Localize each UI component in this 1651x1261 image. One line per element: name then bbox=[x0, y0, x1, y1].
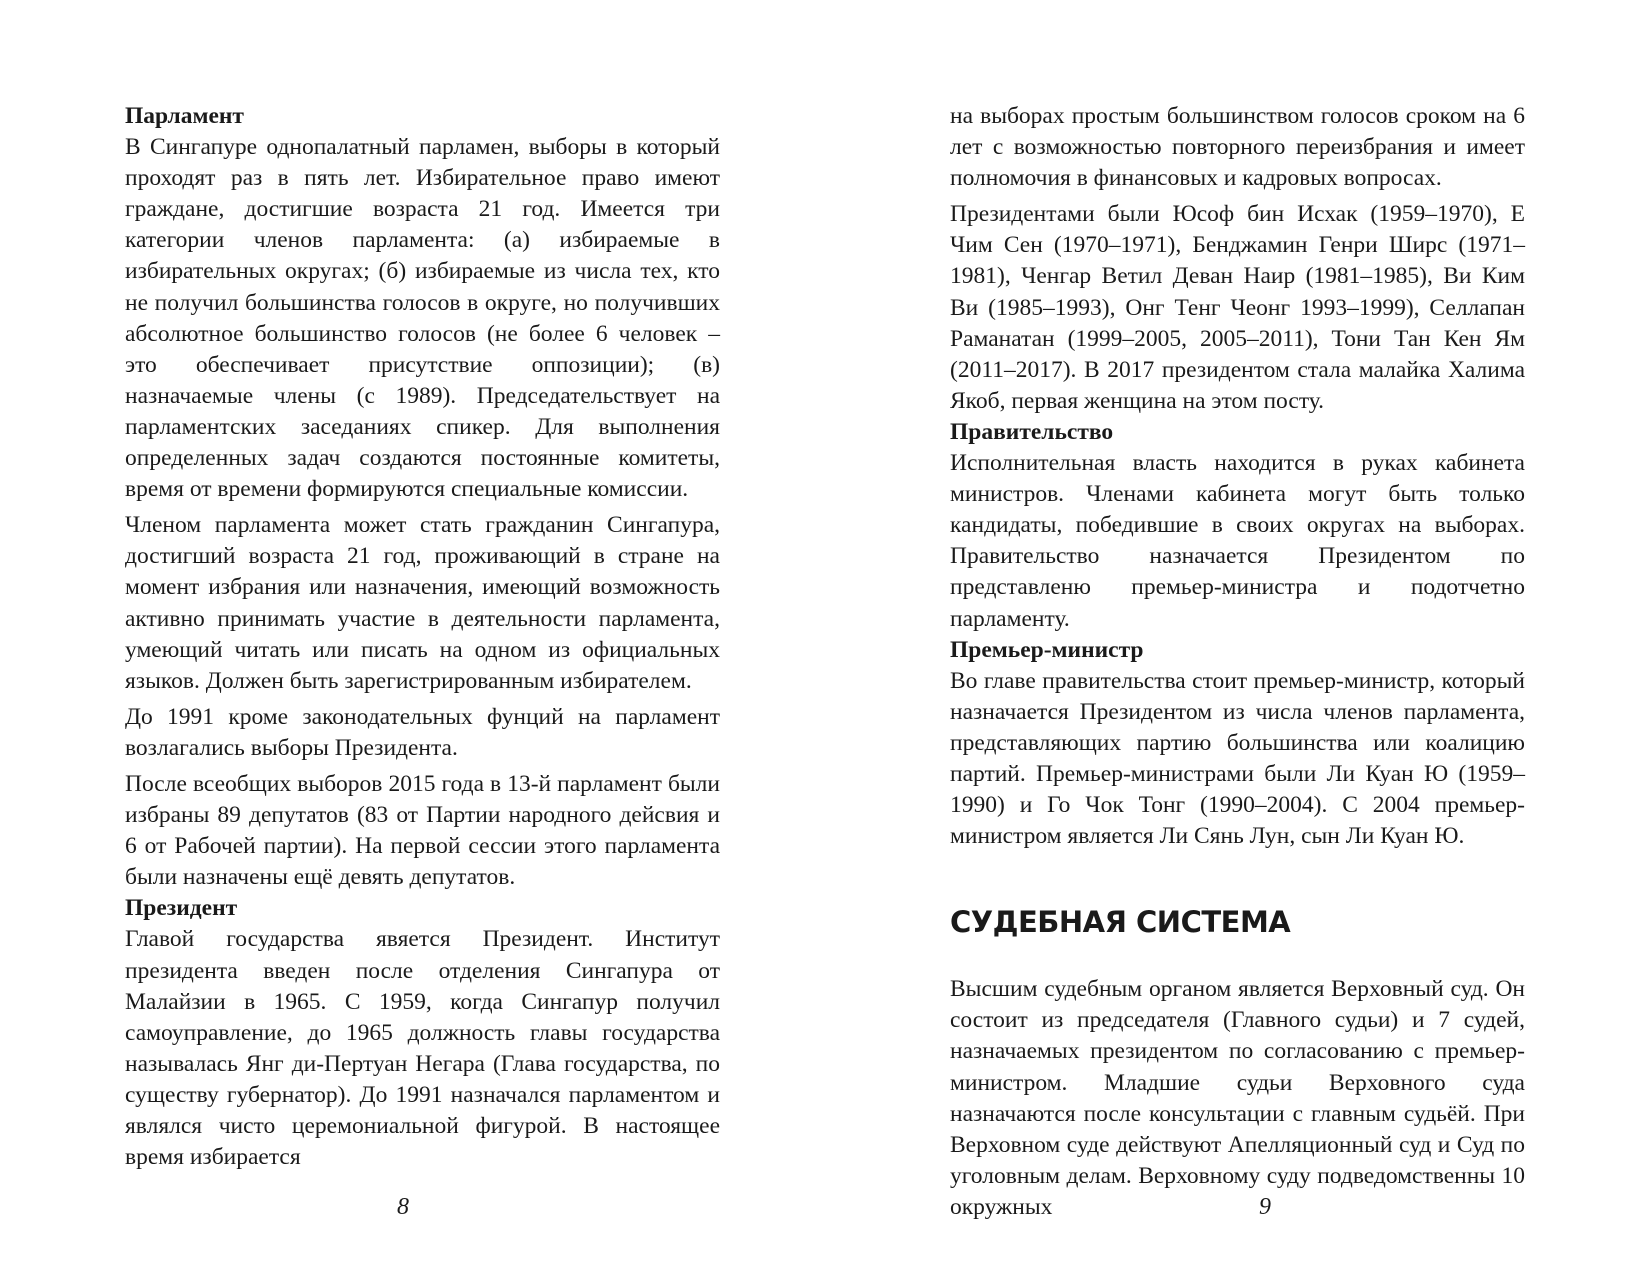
page-number-right: 9 bbox=[1259, 1194, 1271, 1220]
heading-parliament: Парламент bbox=[125, 103, 244, 129]
section-title-judicial: СУДЕБНАЯ СИСТЕМА bbox=[950, 905, 1291, 940]
left-page bbox=[0, 0, 825, 1261]
paragraph-parliament-1: В Сингапуре однопалатный парламен, выборы в который проходят раз в пять лет. Избирательное право имеют граждане, достигшие возраста 21 год. Имеется три категории членов парламента: (а) избираемые в избирательных округах; (б) избираемые из числа тех, кто не получил большинства голосов в округе, но получивших абсолютное большинство голосов (не более 6 человек – это обеспечивает присутствие оппозиции); (в) назначаемые члены (с 1989). Председательствует на парламентских заседаниях спикер. Для выполнения определенных задач создаются постоянные комитеты, время от времени формируются специальные комиссии. bbox=[125, 134, 720, 503]
paragraph-parliament-3: До 1991 кроме законодательных фунций на парламент возлагались выборы Президента. bbox=[125, 703, 720, 761]
right-page bbox=[825, 0, 1651, 1261]
heading-government: Правительство bbox=[950, 418, 1114, 445]
paragraph-president: Главой государства явяется Президент. Институт президента введен после отделения Сингапура от Малайзии в 1965. С 1959, когда Сингапур получил самоуправление, до 1965 должность главы государства называлась Янг ди-Пертуан Негара (Глава государства, по существу губернатор). До 1991 назначался парламентом и являлся чисто церемониальной фигурой. В настоящее время избирается bbox=[125, 926, 720, 1171]
paragraph-president-continuation: на выборах простым большинством голосов сроком на 6 лет с возможностью повторного переизбрания и имеет полномочия в финансовых и кадровых вопросах. bbox=[950, 103, 1525, 192]
paragraph-prime-minister: Во главе правительства стоит премьер-министр, который назначается Президентом из числа членов парламента, представляющих партию большинства или коалицию партий. Премьер-министрами были Ли Куан Ю (1959–1990) и Го Чок Тонг (1990–2004). С 2004 премьер-министром является Ли Сянь Лун, сын Ли Куан Ю. bbox=[950, 667, 1525, 850]
left-text-column bbox=[125, 101, 720, 1173]
heading-prime-minister: Премьер-министр bbox=[950, 636, 1144, 663]
paragraph-presidents-list: Президентами были Юсоф бин Исхак (1959–1970), Е Чим Сен (1970–1971), Бенджамин Генри Ширс (1971–1981), Ченгар Ветил Деван Наир (1981–1985), Ви Ким Ви (1985–1993), Онг Тенг Чеонг 1993–1999), Селлапан Раманатан (1999–2005, 2005–2011), Тони Тан Кен Ям (2011–2017). В 2017 президентом стала малайка Халима Якоб, первая женщина на этом посту. bbox=[950, 201, 1525, 414]
right-text-column bbox=[950, 101, 1525, 1223]
paragraph-government: Исполнительная власть находится в руках кабинета министров. Членами кабинета могут быть только кандидаты, победившие в своих округах на выборах. Правительство назначается Президентом по представленю премьер-министра и подотчетно парламенту. bbox=[950, 450, 1525, 632]
paragraph-parliament-2: Членом парламента может стать гражданин Сингапура, достигший возраста 21 год, проживающий в стране на момент избрания или назначения, имеющий возможность активно принимать участие в деятельности парламента, умеющий читать или писать на одном из официальных языков. Должен быть зарегистрированным избирателем. bbox=[125, 512, 720, 694]
heading-president: Президент bbox=[125, 895, 238, 922]
paragraph-parliament-4: После всеобщих выборов 2015 года в 13-й парламент были избраны 89 депутатов (83 от Партии народного дейсвия и 6 от Рабочей партии). На первой сессии этого парламента были назначены ещё девять депутатов. bbox=[125, 770, 720, 891]
paragraph-judicial: Высшим судебным органом является Верховный суд. Он состоит из председателя (Главного судьи) и 7 судей, назначаемых президентом по согласованию с премьер-министром. Младшие судьи Верховного суда назначаются после консультации с главным судьёй. При Верховном суде действуют Апелляционный суд и Суд по уголовным делам. Верховному суду подведомственны 10 окружных bbox=[950, 976, 1525, 1220]
page-number-left: 8 bbox=[397, 1194, 409, 1220]
